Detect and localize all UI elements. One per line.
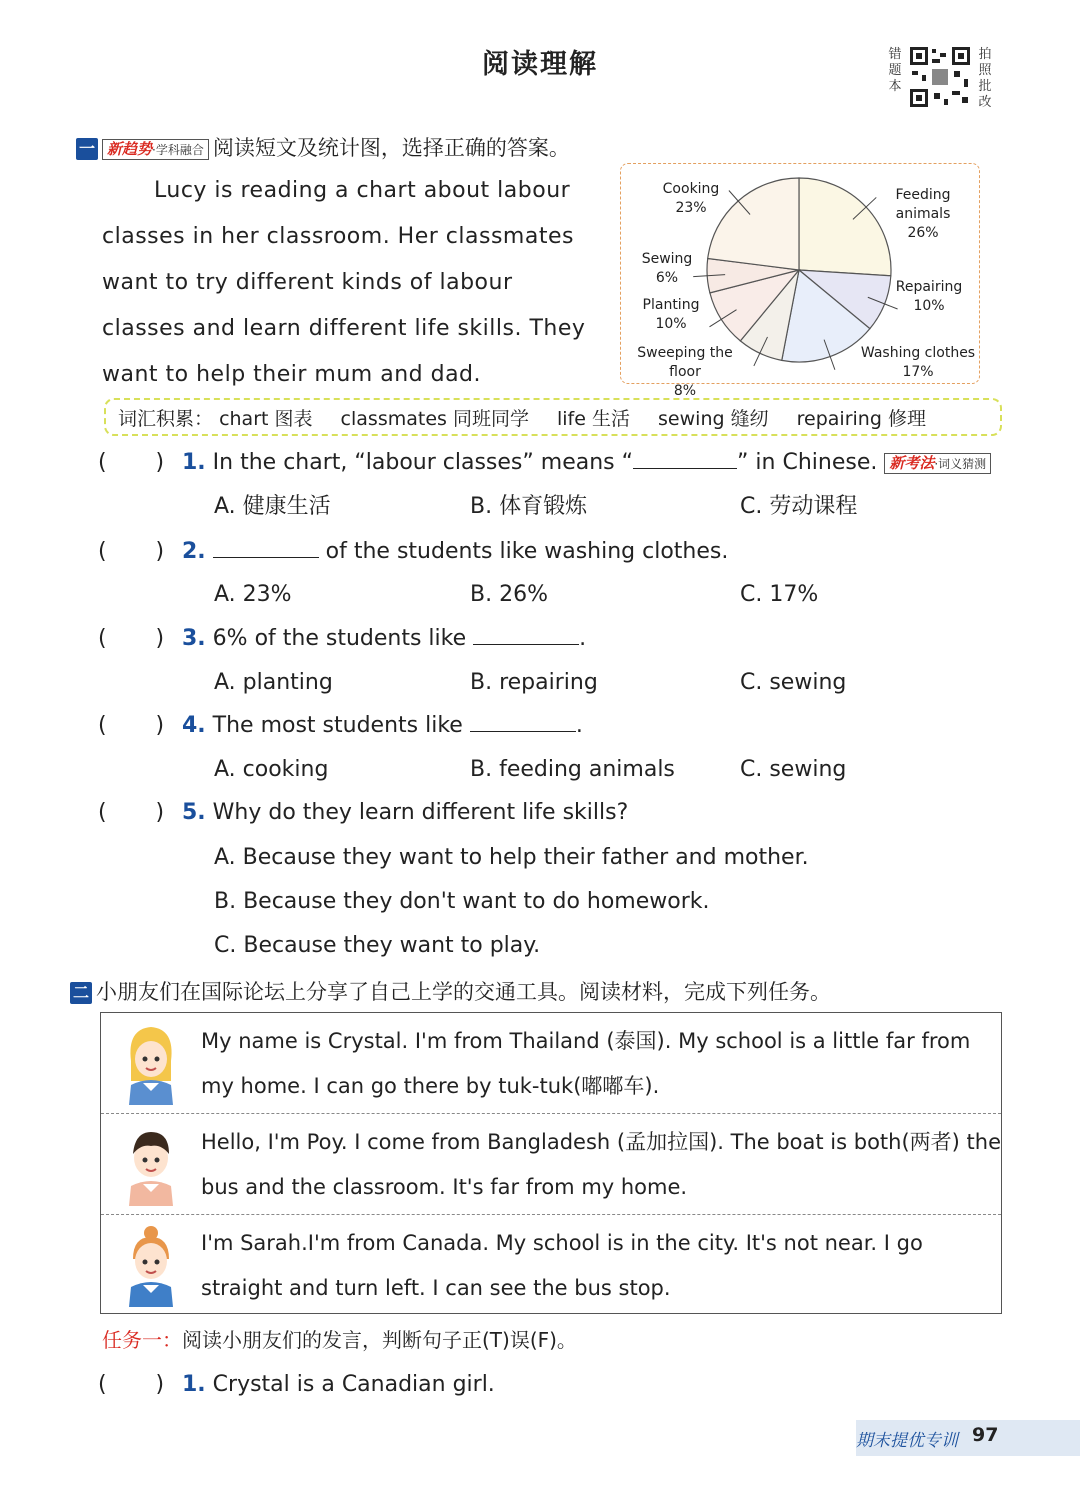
pie-slice-feeding-animals: [799, 178, 891, 276]
vocabulary-box: [104, 398, 1002, 436]
option-a[interactable]: A. planting: [214, 670, 333, 695]
footer-label: 期末提优专训: [856, 1431, 958, 1451]
vocab-item: chart 图表: [219, 408, 313, 430]
speaker-text: I'm Sarah.I'm from Canada. My school is in the city. It's not near. I go straight and turn left. I can see the bus stop.: [201, 1231, 923, 1300]
speaker-text: Hello, I'm Poy. I come from Bangladesh (孟加拉国). The boat is both(两者) the bus and the classroom. It's far from my home.: [201, 1130, 1001, 1199]
option-a[interactable]: A. cooking: [214, 757, 329, 782]
question-number: 2.: [182, 539, 206, 564]
vocab-label: 词汇积累：: [118, 408, 214, 430]
question-text-end: .: [575, 713, 583, 738]
page-footer: [856, 1420, 1080, 1456]
qr-code-icon: [908, 45, 972, 109]
speaker-text: My name is Crystal. I'm from Thailand (泰国). My school is a little far from my home. I can go there by tuk-tuk(嘟嘟车).: [201, 1029, 971, 1098]
option-b[interactable]: B. Because they don't want to do homework.: [214, 889, 710, 914]
answer-paren[interactable]: ( ): [98, 713, 165, 738]
section1-number: 一: [76, 138, 98, 160]
question-number: 3.: [182, 626, 206, 651]
page-number: 97: [972, 1424, 999, 1446]
girl-avatar-icon: [121, 1223, 181, 1307]
speaker-row-poy: [101, 1114, 1001, 1214]
pie-label-feeding-animals: Feeding animals 26%: [895, 187, 951, 241]
option-b[interactable]: B. repairing: [470, 670, 598, 695]
task1-question-1: [98, 1370, 495, 1400]
option-b[interactable]: B. feeding animals: [470, 757, 675, 782]
speaker-row-sarah: [101, 1215, 1001, 1313]
answer-paren[interactable]: ( ): [98, 539, 165, 564]
vocab-item: repairing 修理: [796, 408, 926, 430]
question-3: [98, 624, 586, 654]
section1-header: [76, 132, 570, 162]
question-5: [98, 798, 628, 828]
question-1: [98, 448, 995, 478]
answer-blank[interactable]: [473, 624, 579, 645]
answer-paren[interactable]: ( ): [98, 450, 165, 475]
task1-title: [102, 1324, 577, 1353]
question-text: 6% of the students like: [212, 626, 474, 651]
speakers-table: [100, 1012, 1002, 1314]
question-text-end: ” in Chinese.: [737, 450, 878, 475]
boy-avatar-icon: [121, 1122, 181, 1206]
task1-instruction: 阅读小朋友们的发言，判断句子正(T)误(F)。: [182, 1328, 577, 1352]
girl-avatar-icon: [121, 1021, 181, 1105]
pie-label-repairing: Repairing 10%: [895, 279, 963, 314]
option-a[interactable]: A. 健康生活: [214, 494, 331, 519]
section1-tag: 新趋势·学科融合: [102, 139, 209, 160]
qr-left-label: 错题本: [888, 47, 902, 94]
question1-tag: 新考法·词义猜测: [884, 453, 991, 474]
question-text: Crystal is a Canadian girl.: [212, 1372, 495, 1397]
section2-instruction: 小朋友们在国际论坛上分享了自己上学的交通工具。阅读材料，完成下列任务。: [96, 980, 831, 1004]
option-b[interactable]: B. 26%: [470, 582, 548, 607]
section2-number: 二: [70, 982, 92, 1004]
pie-label-cooking: Cooking 23%: [662, 181, 720, 216]
question-text: Why do they learn different life skills?: [212, 800, 629, 825]
speaker-row-crystal: [101, 1013, 1001, 1113]
question-2: [98, 537, 728, 567]
vocab-item: life 生活: [557, 408, 630, 430]
question-number: 1.: [182, 450, 206, 475]
qr-code-block[interactable]: [886, 45, 998, 111]
vocab-item: classmates 同班同学: [340, 408, 529, 430]
question-number: 5.: [182, 800, 206, 825]
option-c[interactable]: C. sewing: [740, 670, 847, 695]
question-text-end: .: [579, 626, 587, 651]
qr-right-label: 拍照批改: [978, 47, 992, 110]
pie-label-sweeping-the-floor: Sweeping the floor 8%: [637, 345, 733, 399]
answer-paren[interactable]: ( ): [98, 800, 165, 825]
option-a[interactable]: A. 23%: [214, 582, 292, 607]
pie-label-sewing: Sewing 6%: [641, 251, 693, 286]
option-b[interactable]: B. 体育锻炼: [470, 494, 588, 519]
question-4: [98, 711, 583, 741]
pie-label-planting: Planting 10%: [642, 297, 700, 332]
option-a[interactable]: A. Because they want to help their father and mother.: [214, 845, 809, 870]
option-c[interactable]: C. 17%: [740, 582, 819, 607]
question-number: 1.: [182, 1372, 206, 1397]
question-number: 4.: [182, 713, 206, 738]
passage-text: Lucy is reading a chart about labour classes in her classroom. Her classmates want to try different kinds of labour classes and learn different life skills. They want to help their mum and dad.: [102, 178, 586, 387]
answer-blank[interactable]: [470, 711, 576, 732]
vocab-item: sewing 缝纫: [658, 408, 769, 430]
reading-passage: [102, 168, 592, 398]
answer-paren[interactable]: ( ): [98, 1372, 165, 1397]
pie-label-washing-clothes: Washing clothes 17%: [860, 345, 976, 380]
section1-instruction: 阅读短文及统计图，选择正确的答案。: [212, 136, 570, 160]
task1-lead: 任务一：: [102, 1328, 182, 1352]
answer-paren[interactable]: ( ): [98, 626, 165, 651]
answer-blank[interactable]: [213, 537, 319, 558]
answer-blank[interactable]: [633, 448, 737, 469]
option-c[interactable]: C. 劳动课程: [740, 494, 858, 519]
option-c[interactable]: C. sewing: [740, 757, 847, 782]
question-text: In the chart, “labour classes” means “: [212, 450, 634, 475]
pie-chart-box: [620, 163, 980, 399]
page-title: 阅读理解: [482, 49, 598, 80]
section2-header: [70, 976, 831, 1006]
question-text: of the students like washing clothes.: [318, 539, 729, 564]
question-text: The most students like: [212, 713, 470, 738]
option-c[interactable]: C. Because they want to play.: [214, 933, 541, 958]
